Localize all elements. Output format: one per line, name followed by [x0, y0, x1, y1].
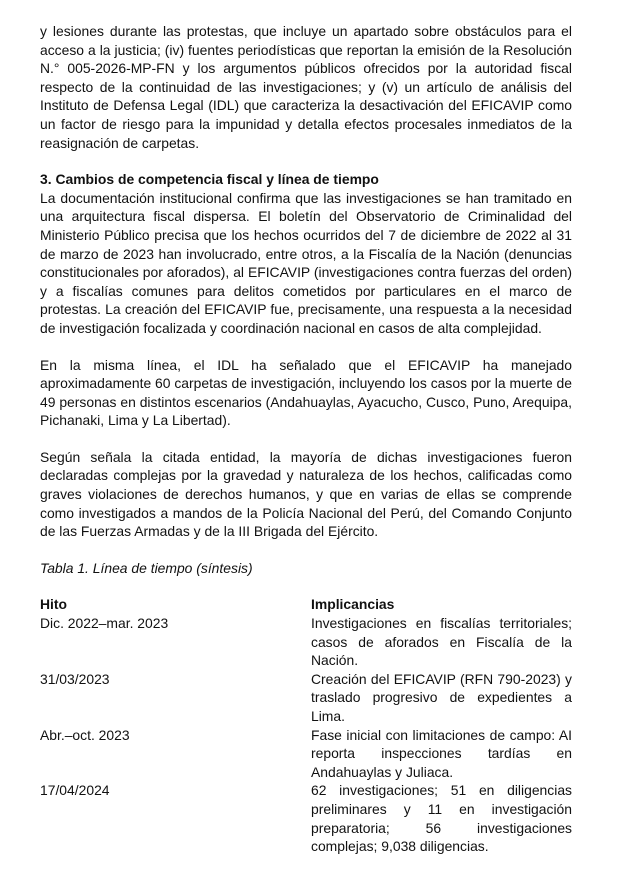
table-row [40, 614, 572, 670]
table-caption: Tabla 1. Línea de tiempo (síntesis) [40, 559, 253, 576]
hito-cell: Dic. 2022–mar. 2023 [40, 615, 169, 632]
section-heading: 3. Cambios de competencia fiscal y línea de tiempo [40, 171, 379, 188]
implicancias-cell: 62 investigaciones; 51 en diligencias preliminares y 11 en investigación preparatoria; 56 investigaciones complejas; 9,038 diligencias. [311, 782, 572, 855]
header-implicancias: Implicancias [311, 596, 395, 613]
table-row [40, 726, 572, 782]
intro-paragraph: y lesiones durante las protestas, que incluye un apartado sobre obstáculos para el acceso a la justicia; (iv) fuentes periodísticas que reportan la emisión de la Resolución N.° 005-2026-MP-FN y los argumentos públicos ofrecidos por la autoridad fiscal respecto de la continuidad de las investigaciones; y (v) un artículo de análisis del Instituto de Defensa Legal (IDL) que caracteriza la desactivación del EFICAVIP como un factor de riesgo para la impunidad y detalla efectos procesales inmediatos de la reasignación de carpetas. [40, 23, 572, 151]
document-page [40, 22, 572, 856]
hito-cell: 17/04/2024 [40, 782, 110, 799]
hito-cell: 31/03/2023 [40, 670, 110, 687]
body-paragraph: La documentación institucional confirma que las investigaciones se han tramitado en una arquitectura fiscal dispersa. El boletín del Observatorio de Criminalidad del Ministerio Público precisa que los hechos ocurridos del 7 de diciembre de 2022 al 31 de marzo de 2023 han involucrado, entre otros, a la Fiscalía de la Nación (denuncias constitucionales por aforados), al EFICAVIP (investigaciones contra fuerzas del orden) y a fiscalías comunes para delitos cometidos por particulares en el marco de protestas. La creación del EFICAVIP fue, precisamente, una respuesta a la necesidad de investigación focalizada y coordinación nacional en casos de alta complejidad. [40, 189, 572, 336]
implicancias-cell: Creación del EFICAVIP (RFN 790-2023) y traslado progresivo de expedientes a Lima. [311, 670, 572, 724]
header-hito: Hito [40, 596, 68, 613]
hito-cell: Abr.–oct. 2023 [40, 726, 130, 743]
table-row [40, 670, 572, 726]
body-paragraph: Según señala la citada entidad, la mayoría de dichas investigaciones fueron declaradas complejas por la gravedad y naturaleza de los hechos, calificadas como graves violaciones de derechos humanos, y que en varias de ellas se comprende como investigados a mandos de la Policía Nacional del Perú, del Comando Conjunto de las Fuerzas Armadas y de la III Brigada del Ejército. [40, 448, 572, 540]
table-header [40, 595, 572, 614]
implicancias-cell: Investigaciones en fiscalías territoriales; casos de aforados en Fiscalía de la Nación. [311, 615, 572, 669]
table-row [40, 781, 572, 855]
body-paragraph: En la misma línea, el IDL ha señalado que el EFICAVIP ha manejado aproximadamente 60 carpetas de investigación, incluyendo los casos por la muerte de 49 personas en distintos escenarios (Andahuaylas, Ayacucho, Cusco, Puno, Arequipa, Pichanaki, Lima y La Libertad). [40, 356, 573, 429]
implicancias-cell: Fase inicial con limitaciones de campo: AI reporta inspecciones tardías en Andahuaylas y Juliaca. [311, 726, 572, 780]
